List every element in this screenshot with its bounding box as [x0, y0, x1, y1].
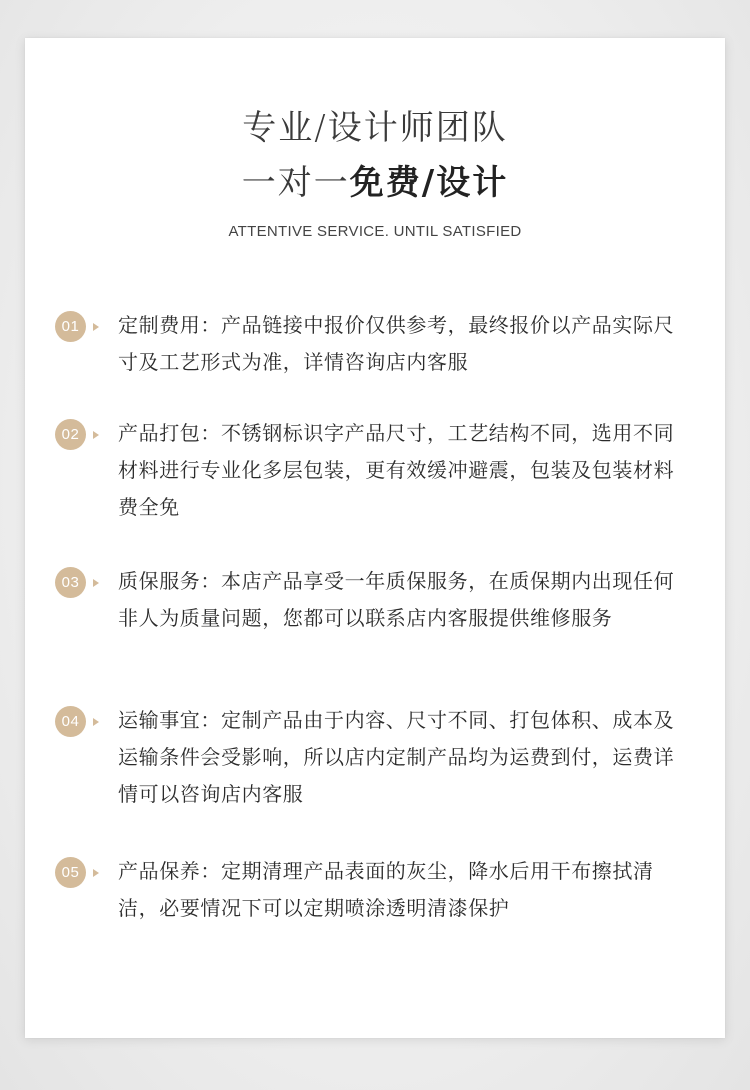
number-badge: 03	[55, 567, 86, 598]
english-tagline: ATTENTIVE SERVICE. UNTIL SATISFIED	[228, 223, 522, 240]
item-text: 质保服务：本店产品享受一年质保服务，在质保期内出现任何非人为质量问题，您都可以联系店内客服提供维修服务	[118, 569, 675, 630]
arrow-right-icon	[93, 579, 99, 587]
number-badge: 02	[55, 419, 86, 450]
item-text: 定制费用：产品链接中报价仅供参考，最终报价以产品实际尺寸及工艺形式为准，详情咨询店内客服	[118, 313, 675, 374]
subtitle-bold-text: 免费/设计	[349, 163, 509, 203]
arrow-right-icon	[93, 869, 99, 877]
number-badge: 04	[55, 706, 86, 737]
arrow-right-icon	[93, 718, 99, 726]
arrow-right-icon	[93, 323, 99, 331]
subtitle-light-text: 一对一	[241, 163, 350, 203]
number-badge: 05	[55, 857, 86, 888]
item-text: 产品保养：定期清理产品表面的灰尘，降水后用干布擦拭清洁，必要情况下可以定期喷涂透明清漆保护	[118, 859, 654, 920]
item-text: 运输事宜：定制产品由于内容、尺寸不同、打包体积、成本及运输条件会受影响，所以店内定制产品均为运费到付，运费详情可以咨询店内客服	[118, 708, 675, 806]
item-text: 产品打包：不锈钢标识字产品尺寸，工艺结构不同，选用不同材料进行专业化多层包装，更有效缓冲避震，包装及包装材料费全免	[118, 421, 675, 519]
number-badge: 01	[55, 311, 86, 342]
page-title: 专业/设计师团队	[242, 108, 508, 148]
page-subtitle-heading	[0, 163, 750, 203]
arrow-right-icon	[93, 431, 99, 439]
